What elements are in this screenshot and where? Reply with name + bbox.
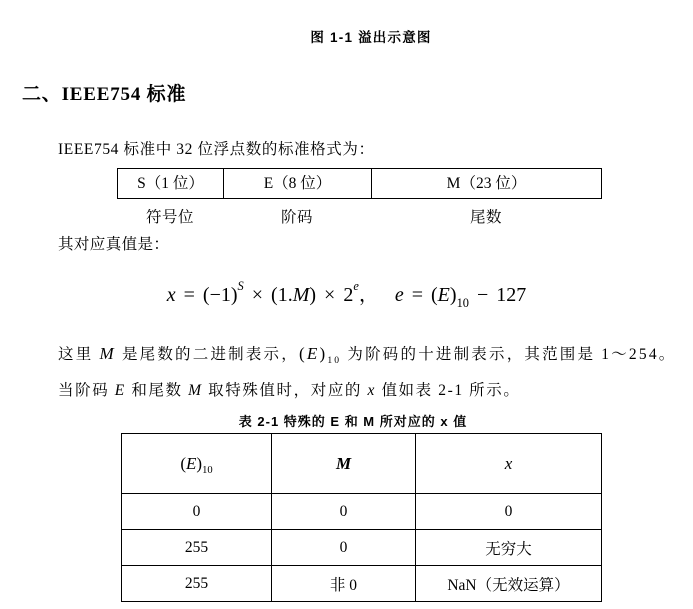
table-cell: 0 xyxy=(272,494,416,530)
table-header-row xyxy=(122,434,602,494)
math-symbol: ) xyxy=(319,344,328,363)
text-run: 为阶码的十进制表示，其范围是 1～254。 xyxy=(341,346,677,363)
text-run: = ( xyxy=(403,284,438,306)
special-values-intro xyxy=(58,381,520,401)
math-variable: x xyxy=(166,284,176,306)
true-value-formula xyxy=(0,278,693,311)
table-cell: 255 xyxy=(122,530,272,566)
math-symbol: ) xyxy=(196,453,203,473)
header-mantissa xyxy=(272,434,416,494)
section-heading: 二、IEEE754 标准 xyxy=(22,84,187,105)
format-cell-mantissa: M（23 位） xyxy=(372,169,602,199)
text-run: 和尾数 xyxy=(125,382,189,399)
table-cell: 非 0 xyxy=(272,566,416,602)
math-variable: x xyxy=(367,382,376,399)
table-row xyxy=(122,494,602,530)
subscript: 10 xyxy=(327,355,342,367)
header-exponent xyxy=(122,434,272,494)
math-variable: x xyxy=(504,453,513,473)
subscript: 10 xyxy=(456,295,469,310)
superscript-variable: S xyxy=(237,278,244,293)
format-table-row xyxy=(118,169,602,199)
table-cell: 无穷大 xyxy=(416,530,602,566)
math-symbol: ( xyxy=(180,453,187,473)
math-variable: e xyxy=(394,284,404,306)
text-run: 值如表 2-1 所示。 xyxy=(375,382,521,399)
math-symbol: ( xyxy=(298,344,307,363)
caption-sign-bit: 符号位 xyxy=(145,209,194,226)
table-row xyxy=(122,566,602,602)
caption-mantissa: 尾数 xyxy=(469,209,502,226)
text-run: 当阶码 xyxy=(58,382,115,399)
table-cell: 255 xyxy=(122,566,272,602)
math-variable: E xyxy=(114,382,126,399)
text-run: ) xyxy=(449,284,457,306)
text-run: 是尾数的二进制表示， xyxy=(115,346,299,363)
caption-exponent: 阶码 xyxy=(280,209,313,226)
table-row xyxy=(122,530,602,566)
subscript: 10 xyxy=(202,465,213,477)
text-run: ， xyxy=(358,284,395,306)
table-cell: 0 xyxy=(272,530,416,566)
header-value xyxy=(416,434,602,494)
mantissa-exponent-explanation xyxy=(58,344,676,367)
math-variable: E xyxy=(437,284,450,306)
math-variable: M xyxy=(188,382,203,399)
math-variable: E xyxy=(306,344,320,363)
format-intro: IEEE754 标准中 32 位浮点数的标准格式为： xyxy=(58,141,375,158)
table-caption: 表 2-1 特殊的 E 和 M 所对应的 x 值 xyxy=(238,414,468,429)
math-variable: M xyxy=(99,344,116,363)
table-cell: 0 xyxy=(416,494,602,530)
math-variable: E xyxy=(186,453,197,473)
table-cell: 0 xyxy=(122,494,272,530)
math-variable: M xyxy=(292,284,310,306)
float-format-table xyxy=(117,168,602,199)
text-run: − 127 xyxy=(468,284,527,306)
table-cell: NaN（无效运算） xyxy=(416,566,602,602)
format-cell-exponent: E（8 位） xyxy=(224,169,372,199)
special-values-table xyxy=(121,433,602,602)
text-run: = (−1) xyxy=(175,284,238,306)
format-cell-sign: S（1 位） xyxy=(118,169,224,199)
text-run: ) × 2 xyxy=(309,284,354,306)
figure-caption: 图 1-1 溢出示意图 xyxy=(310,30,432,45)
text-run: × (1. xyxy=(243,284,293,306)
true-value-intro: 其对应真值是： xyxy=(58,236,170,253)
math-variable: M xyxy=(335,453,352,473)
text-run: 取特殊值时，对应的 xyxy=(202,382,368,399)
text-run: 这里 xyxy=(58,346,100,363)
superscript-variable: e xyxy=(353,278,359,293)
